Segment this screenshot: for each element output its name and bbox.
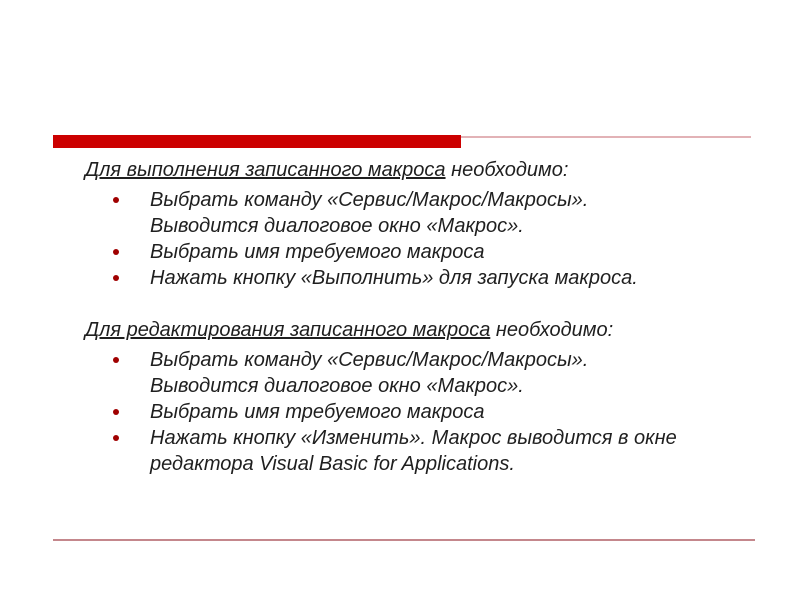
list-item: Нажать кнопку «Выполнить» для запуска макроса. [85,265,690,291]
bottom-divider-line [53,539,755,541]
accent-bar [53,135,461,148]
section-1-bullet-list [85,187,695,291]
section-2-heading [85,317,715,343]
list-item: Выбрать имя требуемого макроса [85,399,690,425]
slide-content [85,157,715,477]
section-2-bullet-list [85,347,695,477]
section-1-heading [85,157,715,183]
section-2-heading-rest: необходимо: [490,319,614,341]
list-item: Выбрать команду «Сервис/Макрос/Макросы». Выводится диалоговое окно «Макрос». [85,187,690,239]
section-1-heading-underlined: Для выполнения записанного макроса [85,159,446,181]
list-item: Нажать кнопку «Изменить». Макрос выводится в окне редактора Visual Basic for Applications. [85,425,690,477]
section-2-heading-underlined: Для редактирования записанного макроса [85,319,491,341]
list-item: Выбрать команду «Сервис/Макрос/Макросы». Выводится диалоговое окно «Макрос». [85,347,690,399]
section-1-heading-rest: необходимо: [445,159,569,181]
list-item: Выбрать имя требуемого макроса [85,239,690,265]
